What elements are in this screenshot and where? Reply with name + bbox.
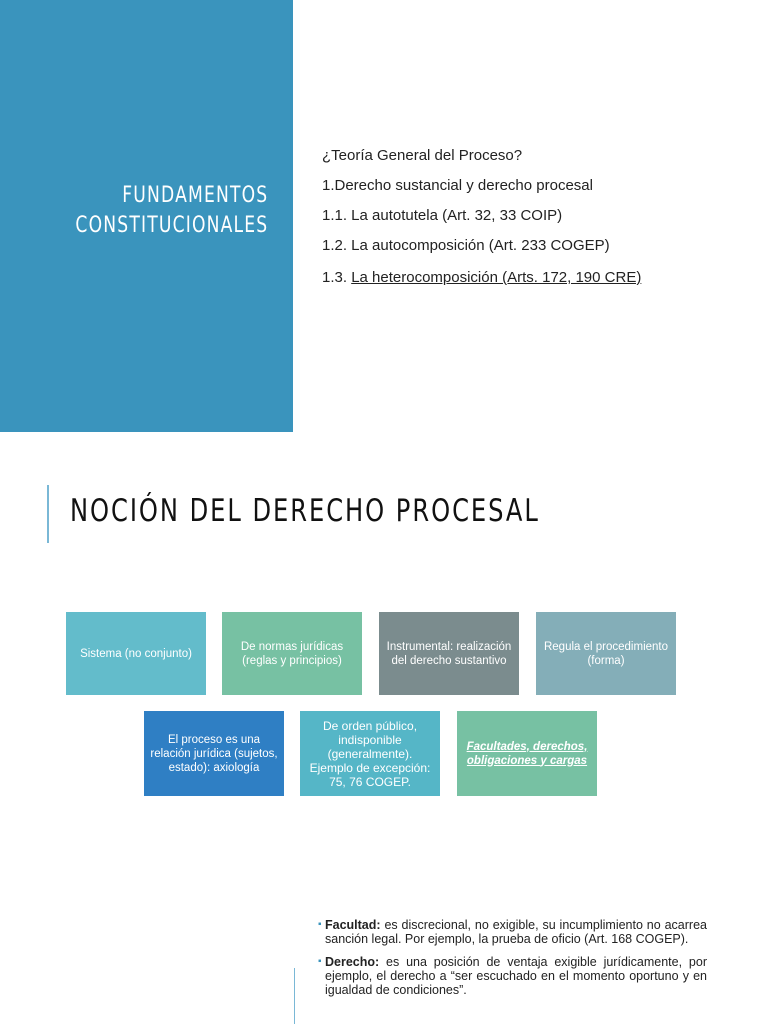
topic-item — [322, 266, 641, 298]
accent-bar — [294, 968, 295, 1024]
concept-box-sistema — [66, 612, 206, 695]
concept-box-instrumental — [379, 612, 519, 695]
concept-box-regula — [536, 612, 676, 695]
definition-text: es discrecional, no exigible, su incumplimiento no acarrea sanción legal. Por ejemplo, la prueba de oficio (Art. 168 COGEP). — [325, 918, 707, 946]
concept-box-text: Instrumental: realización del derecho sustantivo — [386, 640, 512, 667]
definition-derecho — [318, 955, 707, 997]
definitions-list — [318, 918, 707, 1006]
topic-item: ¿Teoría General del Proceso? — [322, 147, 523, 164]
concept-box-text: El proceso es una relación jurídica (sujetos, estado): axiología — [150, 733, 278, 774]
slide-nocion — [0, 460, 768, 880]
concept-box-text: De orden público, indisponible (generalmente). Ejemplo de excepción: 75, 76 COGEP. — [309, 718, 431, 789]
slide-title: NOCIÓN DEL DERECHO PROCESAL — [70, 493, 540, 529]
topic-list — [322, 146, 641, 298]
slide-definiciones — [0, 890, 768, 1024]
slide-fundamentos — [0, 0, 768, 432]
heterocomposicion-link[interactable]: La heterocomposición (Arts. 172, 190 CRE) — [351, 269, 642, 286]
bullet-icon: ▪ — [318, 956, 322, 967]
definition-facultad — [318, 918, 707, 946]
definition-text: es una posición de ventaja exigible jurídicamente, por ejemplo, el derecho a “ser escuchado en el momento oportuno y en igualdad de condiciones”. — [325, 955, 707, 997]
concept-box-text: Sistema (no conjunto) — [80, 647, 192, 660]
concept-box-text: De normas jurídicas (reglas y principios) — [240, 640, 344, 667]
definition-term: Derecho: — [325, 955, 380, 969]
concept-box-relacion — [144, 711, 284, 796]
concept-box-text[interactable]: Facultades, derechos, obligaciones y cargas — [466, 740, 588, 767]
concept-box-orden-publico — [300, 711, 440, 796]
slide-title-line-1: FUNDAMENTOS — [121, 183, 268, 208]
topic-item: 1.1. La autotutela (Art. 32, 33 COIP) — [322, 207, 563, 224]
topic-item-prefix: 1.3. — [322, 269, 352, 286]
concept-box-normas — [222, 612, 362, 695]
bullet-icon: ▪ — [318, 919, 322, 930]
title-panel — [0, 0, 293, 432]
concept-box-text: Regula el procedimiento (forma) — [543, 640, 669, 667]
concept-box-facultades-link[interactable] — [457, 711, 597, 796]
slide-title — [75, 181, 268, 241]
definition-term: Facultad: — [325, 918, 381, 932]
title-accent-bar — [47, 485, 49, 543]
slide-title-line-2: CONSTITUCIONALES — [75, 213, 268, 238]
topic-item: 1.Derecho sustancial y derecho procesal — [322, 177, 593, 194]
topic-item: 1.2. La autocomposición (Art. 233 COGEP) — [322, 237, 610, 254]
